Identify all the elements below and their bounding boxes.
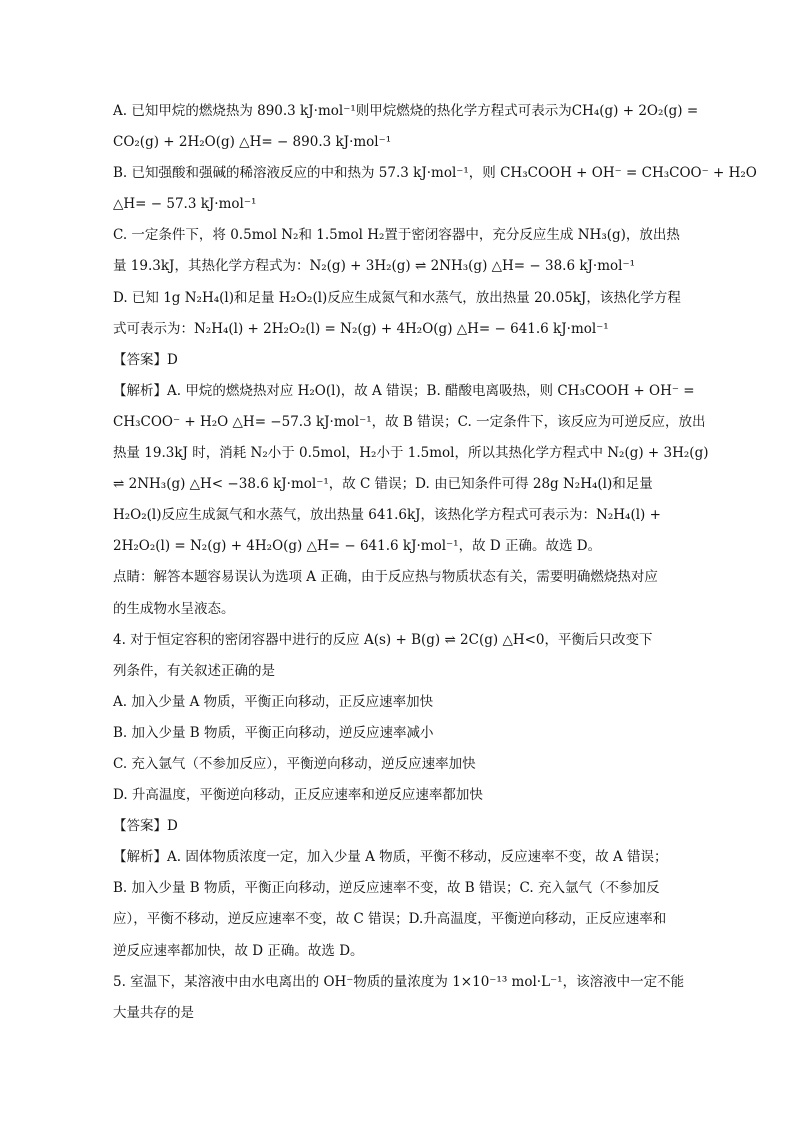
q4-option-d: D. 升高温度，平衡逆向移动，正反应速率和逆反应速率都加快 [113, 787, 483, 804]
option-c-line-1: C. 一定条件下，将 0.5mol N₂和 1.5mol H₂置于密闭容器中，充分反应生成 NH₃(g)，放出热 [113, 227, 680, 244]
q4-option-b: B. 加入少量 B 物质，平衡正向移动，逆反应速率减小 [113, 724, 434, 741]
q4-analysis-line-1: 【解析】A. 固体物质浓度一定，加入少量 A 物质，平衡不移动，反应速率不变，故 A 错误； [113, 849, 668, 866]
q4-option-c: C. 充入氩气（不参加反应），平衡逆向移动，逆反应速率加快 [113, 755, 476, 772]
option-d-line-2: 式可表示为：N₂H₄(l) + 2H₂O₂(l) = N₂(g) + 4H₂O(g) △H= − 641.6 kJ·mol⁻¹ [113, 320, 609, 337]
q4-analysis-line-4: 逆反应速率都加快，故 D 正确。故选 D。 [113, 942, 364, 959]
option-d-line-1: D. 已知 1g N₂H₄(l)和足量 H₂O₂(l)反应生成氮气和水蒸气，放出热量 20.05kJ，该热化学方程 [113, 289, 681, 306]
q4-answer-label: 【答案】D [113, 818, 178, 835]
option-a-line-1: A. 已知甲烷的燃烧热为 890.3 kJ·mol⁻¹则甲烷燃烧的热化学方程式可表示为CH₄(g) + 2O₂(g) = [113, 103, 699, 119]
analysis-line-1: 【解析】A. 甲烷的燃烧热对应 H₂O(l)，故 A 错误；B. 醋酸电离吸热，则 CH₃COOH + OH⁻ = [113, 382, 695, 399]
question-5-line-1: 5. 室温下，某溶液中由水电离出的 OH⁻物质的量浓度为 1×10⁻¹³ mol·L⁻¹，该溶液中一定不能 [113, 973, 685, 990]
document-page [113, 96, 757, 1029]
question-5-line-2: 大量共存的是 [113, 1004, 194, 1021]
answer-label: 【答案】D [113, 351, 178, 368]
q4-analysis-line-3: 应），平衡不移动，逆反应速率不变，故 C 错误；D.升高温度，平衡逆向移动，正反应速率和 [113, 911, 667, 928]
analysis-line-2: CH₃COO⁻ + H₂O △H= −57.3 kJ·mol⁻¹，故 B 错误；C. 一定条件下，该反应为可逆反应，放出 [113, 413, 706, 430]
tip-line-1: 点睛：解答本题容易误认为选项 A 正确，由于反应热与物质状态有关，需要明确燃烧热对应 [113, 569, 658, 586]
option-a-line-2: CO₂(g) + 2H₂O(g) △H= − 890.3 kJ·mol⁻¹ [113, 134, 392, 151]
question-4-line-2: 列条件，有关叙述正确的是 [113, 662, 275, 679]
analysis-line-3: 热量 19.3kJ 时，消耗 N₂小于 0.5mol，H₂小于 1.5mol，所以其热化学方程式中 N₂(g) + 3H₂(g) [113, 445, 709, 462]
analysis-line-4: ⇌ 2NH₃(g) △H< −38.6 kJ·mol⁻¹，故 C 错误；D. 由已知条件可得 28g N₂H₄(l)和足量 [113, 476, 653, 493]
analysis-line-6: 2H₂O₂(l) = N₂(g) + 4H₂O(g) △H= − 641.6 kJ·mol⁻¹，故 D 正确。故选 D。 [113, 538, 602, 555]
analysis-line-5: H₂O₂(l)反应生成氮气和水蒸气，放出热量 641.6kJ，该热化学方程式可表示为：N₂H₄(l) + [113, 507, 661, 524]
q4-option-a: A. 加入少量 A 物质，平衡正向移动，正反应速率加快 [113, 693, 434, 710]
q4-analysis-line-2: B. 加入少量 B 物质，平衡正向移动，逆反应速率不变，故 B 错误；C. 充入氩气（不参加反 [113, 880, 660, 897]
option-b-line-1: B. 已知强酸和强碱的稀溶液反应的中和热为 57.3 kJ·mol⁻¹，则 CH₃COOH + OH⁻ = CH₃COO⁻ + H₂O [113, 165, 757, 182]
tip-line-2: 的生成物水呈液态。 [113, 600, 235, 617]
option-c-line-2: 量 19.3kJ，其热化学方程式为：N₂(g) + 3H₂(g) ⇌ 2NH₃(g) △H= − 38.6 kJ·mol⁻¹ [113, 258, 636, 275]
option-b-line-2: △H= − 57.3 kJ·mol⁻¹ [113, 196, 257, 213]
question-4-line-1: 4. 对于恒定容积的密闭容器中进行的反应 A(s) + B(g) ⇌ 2C(g) △H<0，平衡后只改变下 [113, 631, 653, 648]
